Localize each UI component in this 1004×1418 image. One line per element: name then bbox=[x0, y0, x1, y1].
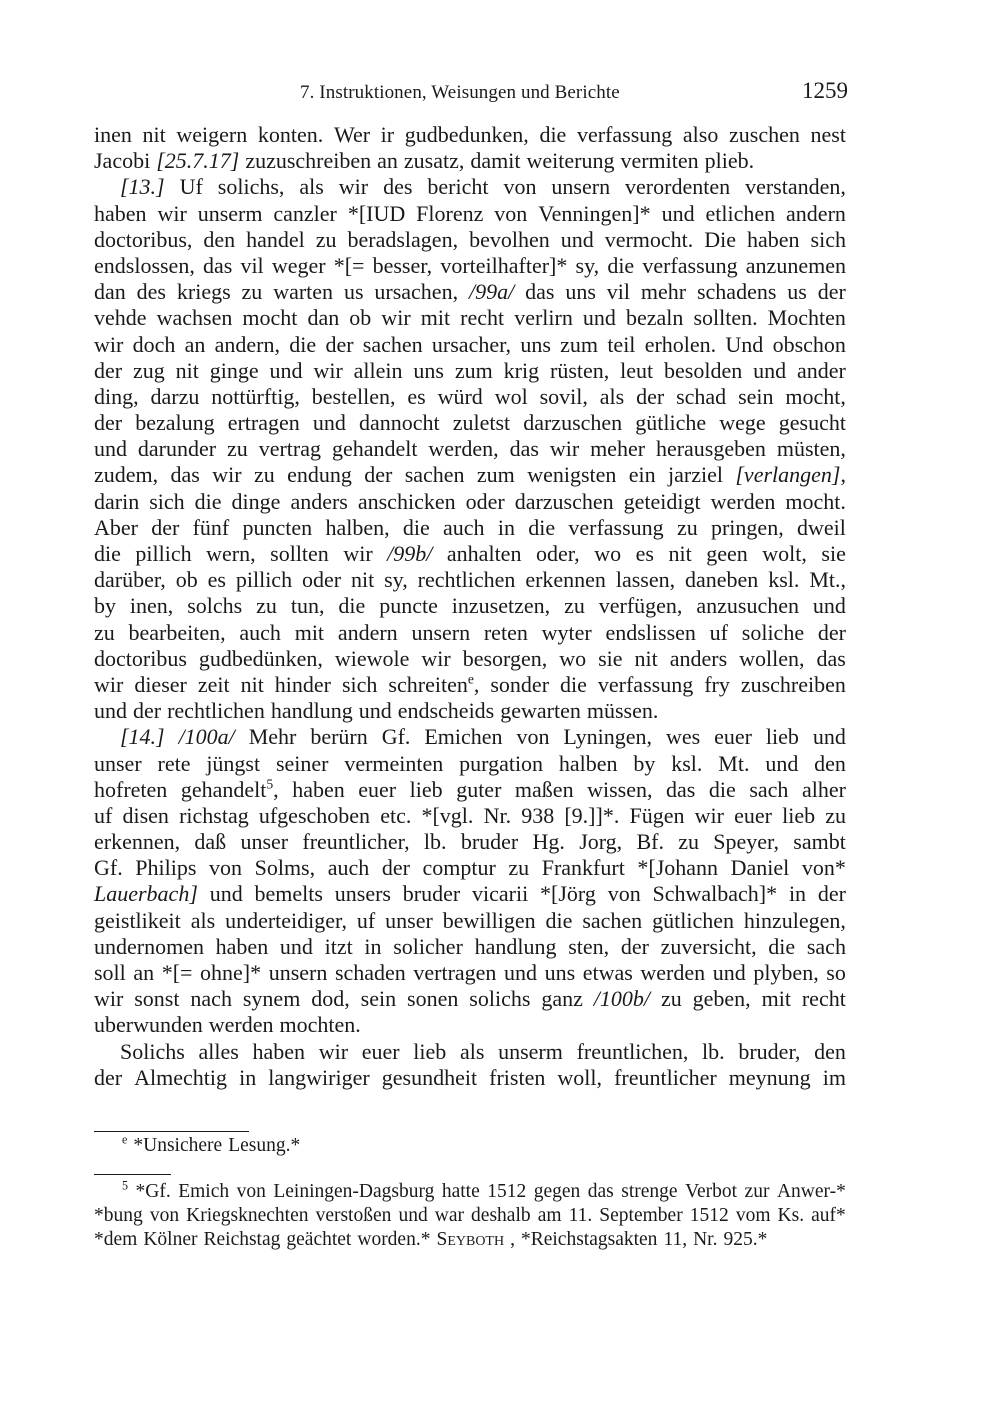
page-header bbox=[300, 78, 848, 108]
body-text-line: der zug nit ginge und wir allein uns zum krig rüsten, leut besolden und ander bbox=[94, 357, 846, 383]
body-text-line: Solichs alles haben wir euer lieb als unserm freuntlichen, lb. bruder, den bbox=[120, 1038, 846, 1064]
body-text-line: doctoribus, den handel zu beradslagen, bevolhen und vermocht. Die haben sich bbox=[94, 226, 846, 252]
body-text-line: zu bearbeiten, auch mit andern unsern reten wyter endslissen uf soliche der bbox=[94, 619, 846, 645]
body-text-line: undernomen haben und itzt in solicher handlung sten, der zuversicht, die sach bbox=[94, 933, 846, 959]
footnote-e bbox=[94, 1134, 846, 1158]
body-text-line: hofreten gehandelt$^5$, haben euer lieb guter maßen wissen, das die sach alher bbox=[94, 776, 846, 802]
footnote-rule-letters bbox=[94, 1131, 249, 1132]
body-text-line: die pillich wern, sollten wir /99b/ anhalten oder, wo es nit geen wolt, sie bbox=[94, 541, 846, 566]
running-head: 7. Instruktionen, Weisungen und Berichte bbox=[300, 82, 620, 103]
body-text-line: uberwunden werden mochten. bbox=[94, 1012, 361, 1038]
body-text-line: by inen, solchs zu tun, die puncte inzusetzen, zu verfügen, anzusuchen und bbox=[94, 593, 846, 619]
footnote-rule-numbers bbox=[94, 1174, 171, 1175]
footnote-5 bbox=[94, 1180, 846, 1252]
body-text-line: ding, darzu nottürftig, bestellen, es würd wol sovil, als der schad sein mocht, bbox=[94, 383, 846, 409]
body-text-line: Aber der fünf puncten halben, die auch in die verfassung zu pringen, dweil bbox=[94, 514, 846, 540]
body-text-line: und darunder zu vertrag gehandelt werden, das wir meher herausgeben müsten, bbox=[94, 436, 846, 462]
body-text-line: wir doch an andern, die der sachen ursacher, uns zum teil erholen. Und obschon bbox=[94, 331, 846, 357]
body-text-line: unser rete jüngst seiner vermeinten purgation halben by ksl. Mt. und den bbox=[94, 750, 846, 776]
body-text-line: Gf. Philips von Solms, auch der comptur zu Frankfurt *[Johann Daniel von* bbox=[94, 855, 846, 881]
body-text-line: darüber, ob es pillich oder nit sy, rechtlichen erkennen lassen, daneben ksl. Mt., bbox=[94, 567, 846, 593]
body-text-line: zudem, das wir zu endung der sachen zum wenigsten ein jarziel [verlangen], bbox=[94, 462, 846, 488]
body-text-line: uf disen richstag ufgeschoben etc. *[vgl. Nr. 938 [9.]]*. Fügen wir euer lieb zu bbox=[94, 802, 846, 828]
body-text-line: erkennen, daß unser freuntlicher, lb. bruder Hg. Jorg, Bf. zu Speyer, sambt bbox=[94, 829, 846, 855]
body-text-line: wir sonst nach synem dod, sein sonen solichs ganz /100b/ zu geben, mit recht bbox=[94, 986, 846, 1012]
body-text-line: geistlikeit als underteidiger, uf unser bewilligen die sachen gütlichen hinzulegen, bbox=[94, 907, 846, 933]
body-text-line: der bezalung ertragen und dannocht zuletst darzuschen gütliche wege gesucht bbox=[94, 410, 846, 436]
footnote-line: $^e$ *Unsichere Lesung.* bbox=[122, 1132, 301, 1156]
body-text-line: dan des kriegs zu warten us ursachen, /99a/ das uns vil mehr schadens us der bbox=[94, 279, 846, 305]
body-text-line: [13.] Uf solichs, als wir des bericht von unsern verordenten verstanden, bbox=[120, 174, 846, 200]
body-text-line: doctoribus gudbedünken, wiewole wir besorgen, wo sie nit anders wollen, das bbox=[94, 645, 846, 671]
body-text-line: darin sich die dinge anders anschicken oder darzuschen geteidigt werden mocht. bbox=[94, 488, 846, 514]
body-text-line: vehde wachsen mocht dan ob wir mit recht verlirn und bezaln sollten. Mochten bbox=[94, 305, 846, 331]
body-text-line: endslossen, das vil weger *[= besser, vorteilhafter]* sy, die verfassung anzunemen bbox=[94, 252, 846, 278]
body-text-line: inen nit weigern konten. Wer ir gudbedunken, die verfassung also zuschen nest bbox=[94, 122, 846, 147]
body-text-line: wir dieser zeit nit hinder sich schreiten$^e$, sonder die verfassung fry zuschreiben bbox=[94, 671, 846, 697]
body-text-line: Lauerbach] und bemelts unsers bruder vicarii *[Jörg von Schwalbach]* in der bbox=[94, 881, 846, 907]
body-text-line: haben wir unserm canzler *[IUD Florenz von Venningen]* und etlichen andern bbox=[94, 200, 846, 226]
body-text-line: und der rechtlichen handlung und endscheids gewarten müssen. bbox=[94, 698, 659, 724]
body-text-line: [14.] /100a/ Mehr berürn Gf. Emichen von Lyningen, wes euer lieb und bbox=[120, 724, 846, 750]
footnote-line: $^5$ *Gf. Emich von Leiningen-Dagsburg hatte 1512 gegen das strenge Verbot zur Anwer-* bbox=[122, 1178, 846, 1202]
footnote-line: *bung von Kriegsknechten verstoßen und war deshalb am 11. September 1512 vom Ks. auf* bbox=[94, 1205, 846, 1226]
footnote-line: *dem Kölner Reichstag geächtet worden.* Seyboth , *Reichstagsakten 11, Nr. 925.* bbox=[94, 1229, 768, 1250]
body-text bbox=[94, 122, 846, 1091]
body-text-line: der Almechtig in langwiriger gesundheit fristen woll, freuntlicher meynung im bbox=[94, 1064, 846, 1090]
page-number: 1259 bbox=[802, 78, 848, 103]
body-text-line: soll an *[= ohne]* unsern schaden vertragen und uns etwas werden und plyben, so bbox=[94, 960, 846, 985]
body-text-line: Jacobi [25.7.17] zuzuschreiben an zusatz, damit weiterung vermiten plieb. bbox=[94, 148, 755, 174]
